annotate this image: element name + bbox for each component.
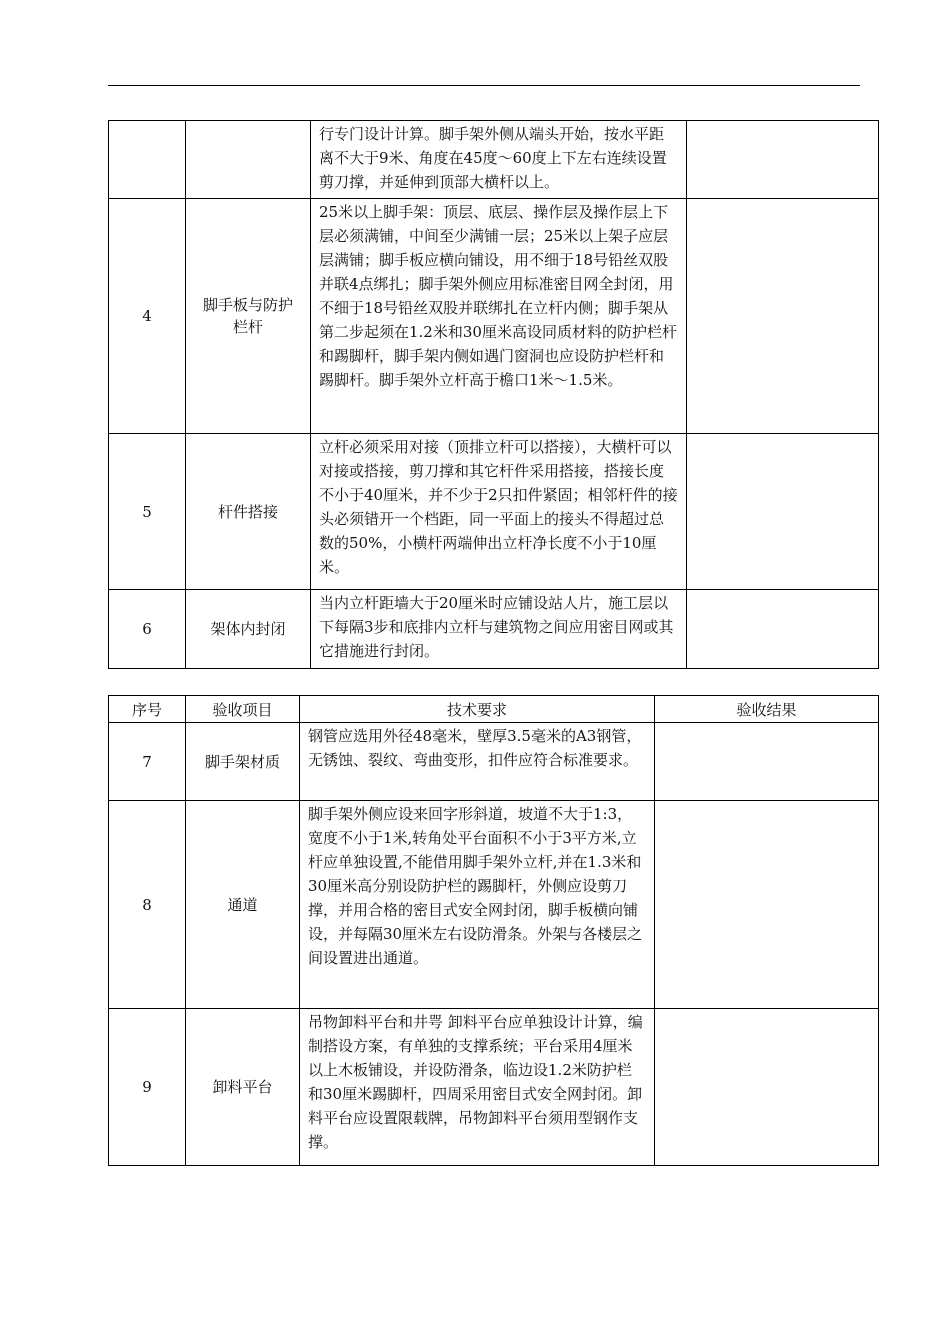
row-result xyxy=(687,590,879,669)
table-row xyxy=(109,199,879,434)
table-header-row xyxy=(109,696,879,723)
header-number: 序号 xyxy=(109,696,186,723)
row-number: 9 xyxy=(109,1009,186,1166)
header-rule xyxy=(108,85,860,86)
row-item: 架体内封闭 xyxy=(186,590,311,669)
header-result: 验收结果 xyxy=(655,696,879,723)
row-requirement: 钢管应选用外径48毫米，壁厚3.5毫米的A3钢管，无锈蚀、裂纹、弯曲变形，扣件应符合标准要求。 xyxy=(300,723,655,801)
row-item: 脚手架材质 xyxy=(186,723,300,801)
row-item: 杆件搭接 xyxy=(186,434,311,590)
row-item: 卸料平台 xyxy=(186,1009,300,1166)
row-item: 通道 xyxy=(186,801,300,1009)
row-number: 6 xyxy=(109,590,186,669)
header-item: 验收项目 xyxy=(186,696,300,723)
acceptance-table xyxy=(108,695,879,1166)
table-row xyxy=(109,723,879,801)
row-requirement: 行专门设计计算。脚手架外侧从端头开始，按水平距离不大于9米、角度在45度～60度上下左右连续设置剪刀撑，并延伸到顶部大横杆以上。 xyxy=(311,121,687,199)
row-number: 8 xyxy=(109,801,186,1009)
table-row xyxy=(109,1009,879,1166)
row-number: 5 xyxy=(109,434,186,590)
row-requirement: 立杆必须采用对接（顶排立杆可以搭接），大横杆可以对接或搭接，剪刀撑和其它杆件采用搭接，搭接长度不小于40厘米，并不少于2只扣件紧固；相邻杆件的接头必须错开一个档距，同一平面上的接头不得超过总数的50%，小横杆两端伸出立杆净长度不小于10厘米。 xyxy=(311,434,687,590)
row-result xyxy=(687,434,879,590)
row-result xyxy=(655,1009,879,1166)
table-row xyxy=(109,434,879,590)
row-number: 7 xyxy=(109,723,186,801)
row-result xyxy=(687,121,879,199)
row-item xyxy=(186,121,311,199)
table-row xyxy=(109,121,879,199)
row-requirement: 25米以上脚手架：顶层、底层、操作层及操作层上下层必须满铺，中间至少满铺一层；25米以上架子应层层满铺；脚手板应横向铺设，用不细于18号铅丝双股并联4点绑扎；脚手架外侧应用标准密目网全封闭，用不细于18号铅丝双股并联绑扎在立杆内侧；脚手架从第二步起须在1.2米和30厘米高设同质材料的防护栏杆和踢脚杆，脚手架内侧如遇门窗洞也应设防护栏杆和踢脚杆。脚手架外立杆高于檐口1米～1.5米。 xyxy=(311,199,687,434)
table-row xyxy=(109,590,879,669)
table-row xyxy=(109,801,879,1009)
acceptance-table-continued xyxy=(108,120,879,669)
row-number: 4 xyxy=(109,199,186,434)
row-result xyxy=(655,801,879,1009)
row-item: 脚手板与防护栏杆 xyxy=(186,199,311,434)
row-result xyxy=(687,199,879,434)
header-requirement: 技术要求 xyxy=(300,696,655,723)
row-requirement: 吊物卸料平台和井咢 卸料平台应单独设计计算，编制搭设方案，有单独的支撑系统；平台采用4厘米以上木板铺设，并设防滑条，临边设1.2米防护栏和30厘米踢脚杆，四周采用密目式安全网封闭。卸料平台应设置限载牌，吊物卸料平台须用型钢作支撑。 xyxy=(300,1009,655,1166)
row-requirement: 脚手架外侧应设来回字形斜道，坡道不大于1:3，宽度不小于1米,转角处平台面积不小于3平方米,立杆应单独设置,不能借用脚手架外立杆,并在1.3米和30厘米高分别设防护栏的踢脚杆，外侧应设剪刀撑，并用合格的密目式安全网封闭，脚手板横向铺设，并每隔30厘米左右设防滑条。外架与各楼层之间设置进出通道。 xyxy=(300,801,655,1009)
row-number xyxy=(109,121,186,199)
row-requirement: 当内立杆距墙大于20厘米时应铺设站人片，施工层以下每隔3步和底排内立杆与建筑物之间应用密目网或其它措施进行封闭。 xyxy=(311,590,687,669)
row-result xyxy=(655,723,879,801)
